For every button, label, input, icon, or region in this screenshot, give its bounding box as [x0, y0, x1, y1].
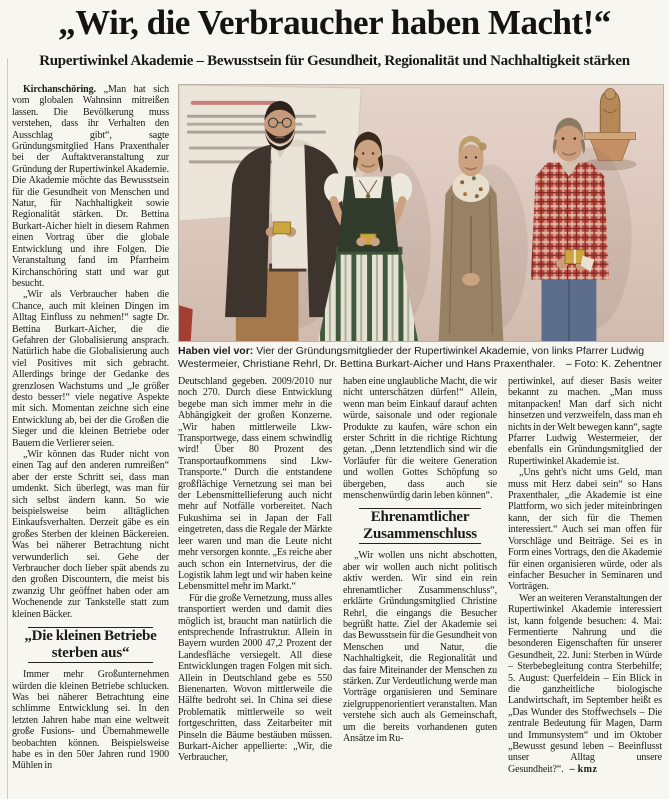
paragraph-text: „Man hat sich vom globalen Wahnsinn mitreißen lassen. Die Bevölkerung muss verstehen, dass ihr Verhalten den Ausschlag gibt“, sagte Gründungsmitglied Hans Praxenthaler bei der Auftaktveranstaltung zur Gründung der Rupertiwinkel Akademie. Die Akademie möchte das Bewusstsein für die Gesundheit von Menschen und Natur, für Nachhaltigkeit sowie Regionalität stärken. Dr. Bettina Burkart-Aicher hielt in diesem Rahmen einen Vortrag über die globale Entwicklung und ihre Folgen. Die Veranstaltung fand im Pfarrheim Kirchanschöring statt und war gut besucht.	[12, 84, 169, 289]
column-3	[343, 376, 497, 796]
caption-lead: Haben viel vor:	[178, 345, 254, 357]
column-4	[508, 376, 662, 796]
paragraph-col3-2: „Wir wollen uns nicht abschotten, aber wir wollen auch nicht politisch aktiv werden. Wir sind ein rein ehrenamtlicher Zusammenschluss“, erklärte Gründungsmitglied Christine Rehrl, die eingangs die Besucher begrüßt hatte. Ziel der Akademie sei das Bewusstsein für die Gesundheit von Menschen und Natur, die Nachhaltigkeit, die Regionalität und das faire Miteinander der Menschen zu stärken. Zur Verdeutlichung werde man Vorträge organisieren und Seminare zielgruppenorientiert veranstalten. Man verstehe sich auch als Gemeinschaft, um die bereits vorhandenen guten Ansätze im Ru-	[343, 550, 497, 744]
paragraph-col3-1: haben eine unglaubliche Macht, die wir nicht unterschätzen dürfen!“ Allein, wenn man beim Einkauf darauf achten würde, saisonale und oder regionale Produkte zu kaufen, wäre schon ein erster Schritt in die richtige Richtung getan. „Denn letztendlich sind wir die Vorläufer für die weitere Generation und wollen Gottes Schöpfung so übergeben, dass auch sie menschenwürdig darin leben können“.	[343, 376, 497, 502]
paragraph-col1-1	[12, 84, 169, 289]
subhead-text: Ehrenamtlicher Zusammenschluss	[363, 509, 477, 543]
paragraph-col4-3	[508, 593, 662, 776]
paragraph-col4-1: pertiwinkel, auf dieser Basis weiter bekannt zu machen. „Man muss mitanpacken! Man darf sich nicht hinsetzen und verzweifeln, dass man eh nichts in der Welt bewegen kann“, sagte Pfarrer Ludwig Westermeier, der ebenfalls ein Gründungsmitglied der Rupertiwinkel Akademie ist.	[508, 376, 662, 467]
paragraph-col2-1: Deutschland gegeben. 2009/2010 nur noch 270. Durch diese Entwicklung begebe man sich immer mehr in die Abhängigkeit der großen Konzerne. „Wir haben mittlerweile Lkw-Transportwege, dass einem schwindlig wird! Über 80 Prozent des Transportaufkommens sind Lkw-Transporte.“ Durch die entstandene großflächige Vernetzung sei man bei der Lebensmittellieferung auch nicht mehr auf Notfälle vorbereitet. Nach Fukushima sei in Japan der Fall eingetreten, dass die Regale der Märkte leer waren und man die Leute nicht mehr versorgen konnte. „Es reiche aber auch schon ein Internetvirus, der die Logistik lahm legt und wir haben keine Lebensmittel mehr im Markt.“	[178, 376, 332, 593]
subhead-text: „Die kleinen Betriebe sterben aus“	[24, 628, 157, 662]
column-2	[178, 376, 332, 796]
subheadline: Rupertiwinkel Akademie – Bewusstsein für Gesundheit, Regionalität und Nachhaltigkeit stärken	[39, 53, 630, 69]
author-signature: – kmz	[569, 763, 598, 775]
paragraph-col2-2: Für die große Vernetzung, muss alles transportiert werden und damit dies möglich ist, braucht man natürlich die entsprechende Infrastruktur. Allein in Bayern wurden 2000 47,2 Prozent der Landesfläche versiegelt. All diese Entwicklungen tragen Folgen mit sich. Allein in Deutschland gebe es 550 Bienenarten. Wovon mittlerweile die Hälfte bedroht sei. In China sei diese Problematik mittlerweile so weit fortgeschritten, dass Zeitarbeiter mit Pinseln die Bäume bestäuben müssen. Burkart-Aicher appellierte: „Wir, die Verbraucher,	[178, 592, 332, 764]
paragraph-col4-2: „Uns geht's nicht ums Geld, man muss mit Herz dabei sein“ so Hans Praxenthaler, „die Akademie ist eine Plattform, wo sich jeder miteinbringen kann, der sich für die Themen interessiert.“ Auch sei man offen für Vorschläge und Beiträge. Sei es in Form eines Vortrags, den die Akademie für einen organisieren würde, oder als einfacher Besucher in Seminaren und Vorträgen.	[508, 467, 662, 593]
subhead-ehrenamtlich	[347, 508, 493, 544]
photo-caption	[178, 345, 664, 371]
photo-tint	[179, 85, 663, 341]
lower-columns	[178, 376, 664, 796]
photo-illustration	[179, 85, 663, 341]
rule-below	[28, 662, 153, 663]
subhead-kleine-betriebe	[16, 627, 165, 663]
column-1	[12, 84, 169, 796]
headline: „Wir, die Verbraucher haben Macht!“	[58, 3, 611, 42]
paragraph-col1-2: „Wir als Verbraucher haben die Chance, auch mit kleinen Dingen im Alltag Einfluss zu nehmen!“ sagte Dr. Bettina Burkart-Aicher, die die Gefahren der Globalisierung ansprach. Natürlich habe die Globalisierung auch viel Positives mit sich gebracht. Allerdings bringe der Gedanke des grenzlosen Wachstums und „Je größer desto besser!“ viele negative Aspekte mit sich. Momentan zeichne sich eine Entwicklung ab, bei der die Großen die Sieger und die kleinen Betriebe oder Bauern die Verlierer seien.	[12, 289, 169, 449]
paragraph-text: Wer an weiteren Veranstaltungen der Rupertiwinkel Akademie interessiert ist, kann folgende besuchen: 4. Mai: Fermentierte Nahrung und die besonderen Eigenschaften für unserer Gesundheit, 22. Juni: Sterben in Würde – Sterbebegleitung contra Sterbehilfe; 5. August: Querfeldein – Ein Blick in die ganzheitliche biologische Landwirtschaft, im September heißt es „Das Wunder des Stoffwechsels – Die zentrale Bedeutung für Magen, Darm und Immunsystem“ und im Oktober „Bewusst gesund leben – Beeinflusst unser Alltag unsere Gesundheit?“.	[508, 592, 662, 775]
paragraph-col1-3: „Wir können das Ruder nicht von einen Tag auf den anderen rumreißen“ aber der erste Schritt sei, dass man umdenkt. Sich überlegt, was man für sich selbst ändern kann. So wie beispielsweise beim alltäglichen Einkaufsverhalten. Derzeit gäbe es ein großes Sterben der kleinen Bäckereien. Was bei näherer Betrachtung nicht verwunderlich sei. Gehe der Verbraucher doch lieber spät abends zu den großen Discountern, die meist bis zwanzig Uhr geöffnet haben oder am Wochenende zur Tankstelle statt zum kleinen Bäcker.	[12, 449, 169, 620]
photo-credit: – Foto: K. Zehentner	[565, 358, 662, 370]
caption-body: Vier der Gründungsmitglieder der Rupertiwinkel Akademie, von links Pfarrer Ludwig Westermeier, Christiane Rehrl, Dr. Bettina Burkart-Aicher und Hans Praxenthaler.	[178, 345, 645, 370]
paragraph-col1-4: Immer mehr Großunternehmen würden die kleinen Betriebe schlucken. Was bei näherer Betrachtung eine schlimme Entwicklung sei. In den letzten Jahren habe man eine weltweit große Fusions- und Übernahmewelle beobachten können. Beispielsweise habe es in den 50er Jahren rund 1900 Mühlen in	[12, 669, 169, 772]
article-photo	[178, 84, 664, 342]
right-block	[178, 84, 664, 796]
dateline: Kirchanschöring.	[23, 84, 96, 95]
rule-below	[359, 543, 482, 544]
